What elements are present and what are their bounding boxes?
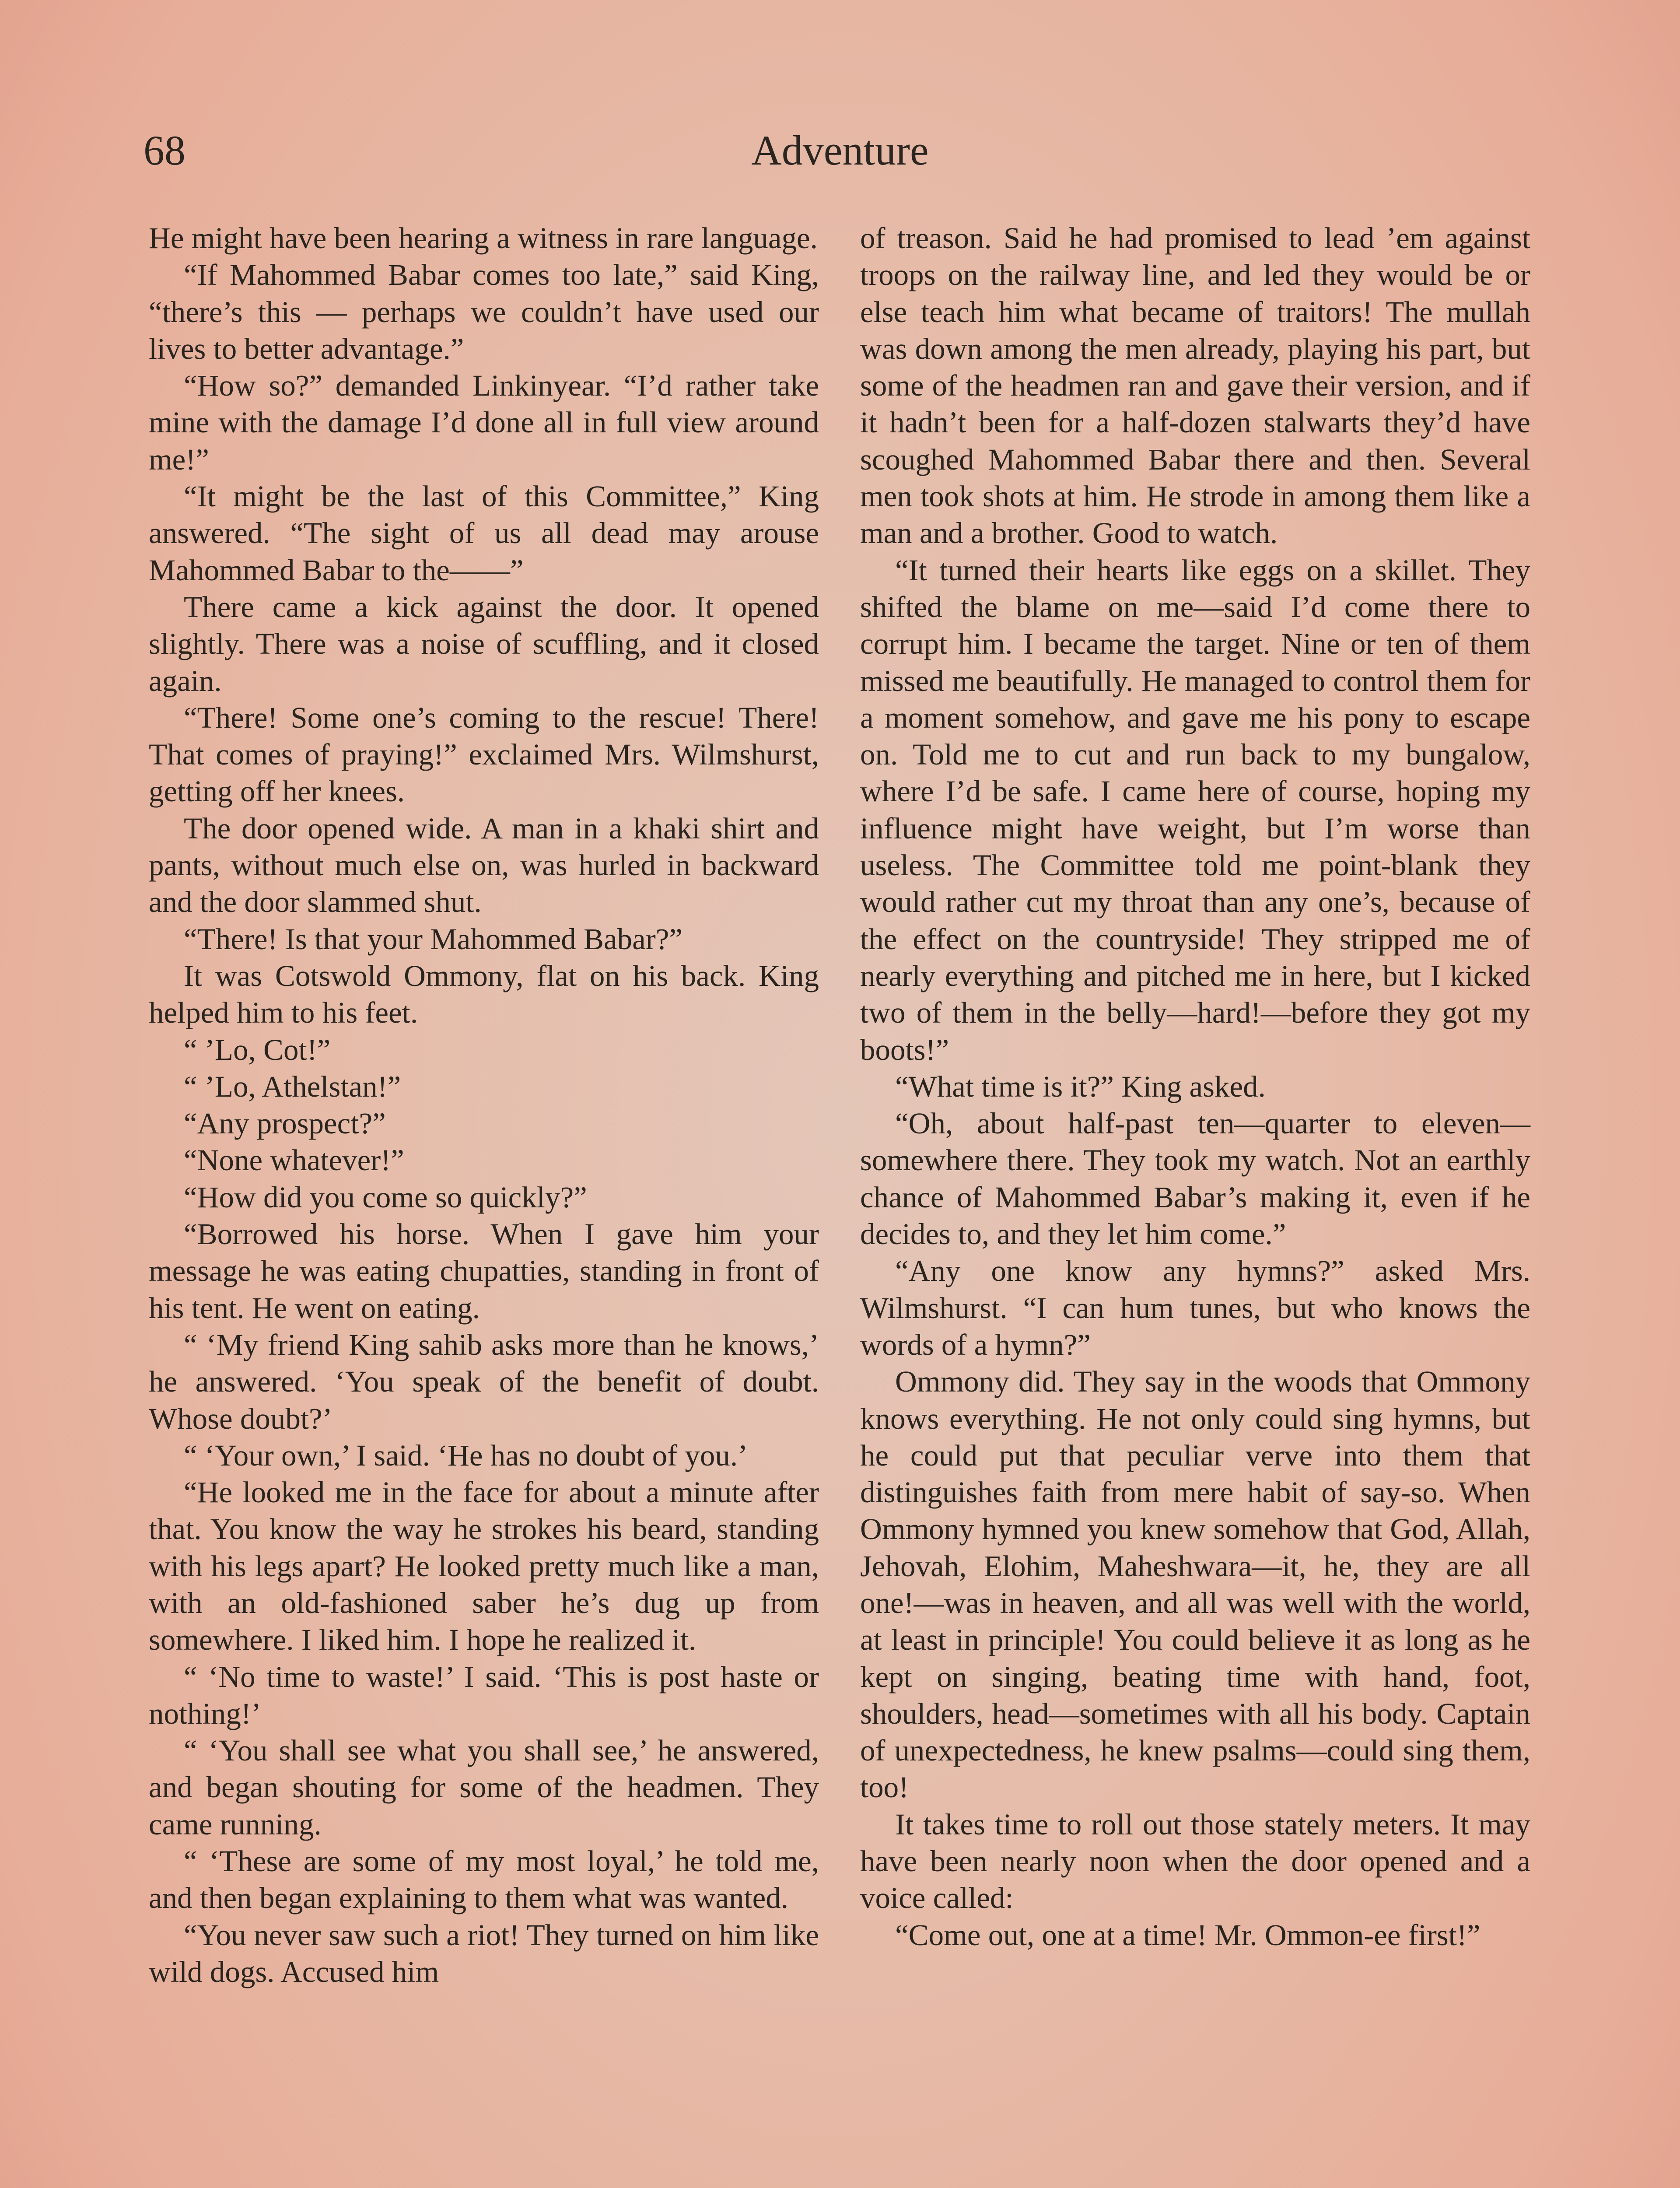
paragraph: “There! Is that your Mahommed Babar?”	[184, 922, 682, 956]
paragraph: “There! Some one’s coming to the rescue! There! That comes of praying!” exclaimed Mrs. Wilmshurst, getting off her knees.	[149, 701, 819, 808]
paragraph: “None whatever!”	[184, 1143, 404, 1177]
paragraph: “If Mahommed Babar comes too late,” said King, “there’s this — perhaps we couldn’t have used our lives to better advantage.”	[149, 258, 819, 365]
paragraph: “ ’Lo, Athelstan!”	[184, 1069, 401, 1103]
paragraph: There came a kick against the door. It opened slightly. There was a noise of scuffling, and it closed again.	[149, 590, 819, 698]
running-title: Adventure	[751, 127, 929, 174]
paragraph: “ ’Lo, Cot!”	[184, 1033, 331, 1066]
paragraph: It takes time to roll out those stately meters. It may have been nearly noon when the door opened and a voice called:	[860, 1807, 1530, 1915]
paragraph: It was Cotswold Ommony, flat on his back. King helped him to his feet.	[149, 959, 819, 1030]
paragraph: “You never saw such a riot! They turned on him like wild dogs. Accused him	[149, 1918, 819, 1988]
paragraph: “It might be the last of this Committee,” King answered. “The sight of us all dead may arouse Mahommed Babar to the——”	[149, 480, 819, 587]
paragraph: The door opened wide. A man in a khaki shirt and pants, without much else on, was hurled in backward and the door slammed shut.	[149, 811, 819, 919]
paragraph: “How so?” demanded Linkinyear. “I’d rather take mine with the damage I’d done all in full view around me!”	[149, 369, 819, 476]
paragraph: “How did you come so quickly?”	[184, 1180, 587, 1214]
left-column	[149, 220, 819, 1990]
right-column	[860, 220, 1530, 1953]
paragraph: of treason. Said he had promised to lead ’em against troops on the railway line, and led they would be or else teach him what became of traitors! The mullah was down among the men already, playing his part, but some of the headmen ran and gave their version, and if it hadn’t been for a half-dozen stalwarts they’d have scoughed Mahommed Babar there and then. Several men took shots at him. He strode in among them like a man and a brother. Good to watch.	[860, 221, 1530, 550]
paragraph: Ommony did. They say in the woods that Ommony knows everything. He not only could sing hymns, but he could put that peculiar verve into them that distinguishes faith from mere habit of say-so. When Ommony hymned you knew somehow that God, Allah, Jehovah, Elohim, Maheshwara—it, he, they are all one!—was in heaven, and all was well with the world, at least in principle! You could believe it as long as he kept on singing, beating time with hand, foot, shoulders, head—sometimes with all his body. Captain of unexpectedness, he knew psalms—could sing them, too!	[860, 1365, 1530, 1804]
paragraph: “Any prospect?”	[184, 1107, 386, 1140]
paragraph: “ ‘You shall see what you shall see,’ he answered, and began shouting for some of the headmen. They came running.	[149, 1734, 819, 1841]
page-number: 68	[144, 127, 186, 174]
paragraph: “ ‘My friend King sahib asks more than he knows,’ he answered. ‘You speak of the benefit of doubt. Whose doubt?’	[149, 1328, 819, 1435]
paragraph: He might have been hearing a witness in rare language.	[149, 221, 818, 255]
paragraph: “What time is it?” King asked.	[895, 1069, 1266, 1103]
paragraph: “ ‘These are some of my most loyal,’ he told me, and then began explaining to them what was wanted.	[149, 1844, 819, 1915]
paragraph: “Borrowed his horse. When I gave him your message he was eating chupatties, standing in front of his tent. He went on eating.	[149, 1217, 819, 1325]
paragraph: “ ‘No time to waste!’ I said. ‘This is post haste or nothing!’	[149, 1660, 819, 1730]
paragraph: “Oh, about half-past ten—quarter to eleven—somewhere there. They took my watch. Not an earthly chance of Mahommed Babar’s making it, even if he decides to, and they let him come.”	[860, 1107, 1530, 1251]
paragraph: “It turned their hearts like eggs on a skillet. They shifted the blame on me—said I’d come there to corrupt him. I became the target. Nine or ten of them missed me beautifully. He managed to control them for a moment somehow, and gave me his pony to escape on. Told me to cut and run back to my bungalow, where I’d be safe. I came here of course, hoping my influence might have weight, but I’m worse than useless. The Committee told me point-blank they would rather cut my throat than any one’s, because of the effect on the countryside! They stripped me of nearly everything and pitched me in here, but I kicked two of them in the belly—hard!—before they got my boots!”	[860, 553, 1530, 1066]
paragraph: “ ‘Your own,’ I said. ‘He has no doubt of you.’	[184, 1438, 748, 1472]
paragraph: “Any one know any hymns?” asked Mrs. Wilmshurst. “I can hum tunes, but who knows the words of a hymn?”	[860, 1254, 1530, 1361]
paragraph: “He looked me in the face for about a minute after that. You know the way he strokes his beard, standing with his legs apart? He looked pretty much like a man, with an old-fashioned saber he’s dug up from somewhere. I liked him. I hope he realized it.	[149, 1476, 819, 1657]
paragraph: “Come out, one at a time! Mr. Ommon-ee first!”	[895, 1918, 1480, 1952]
